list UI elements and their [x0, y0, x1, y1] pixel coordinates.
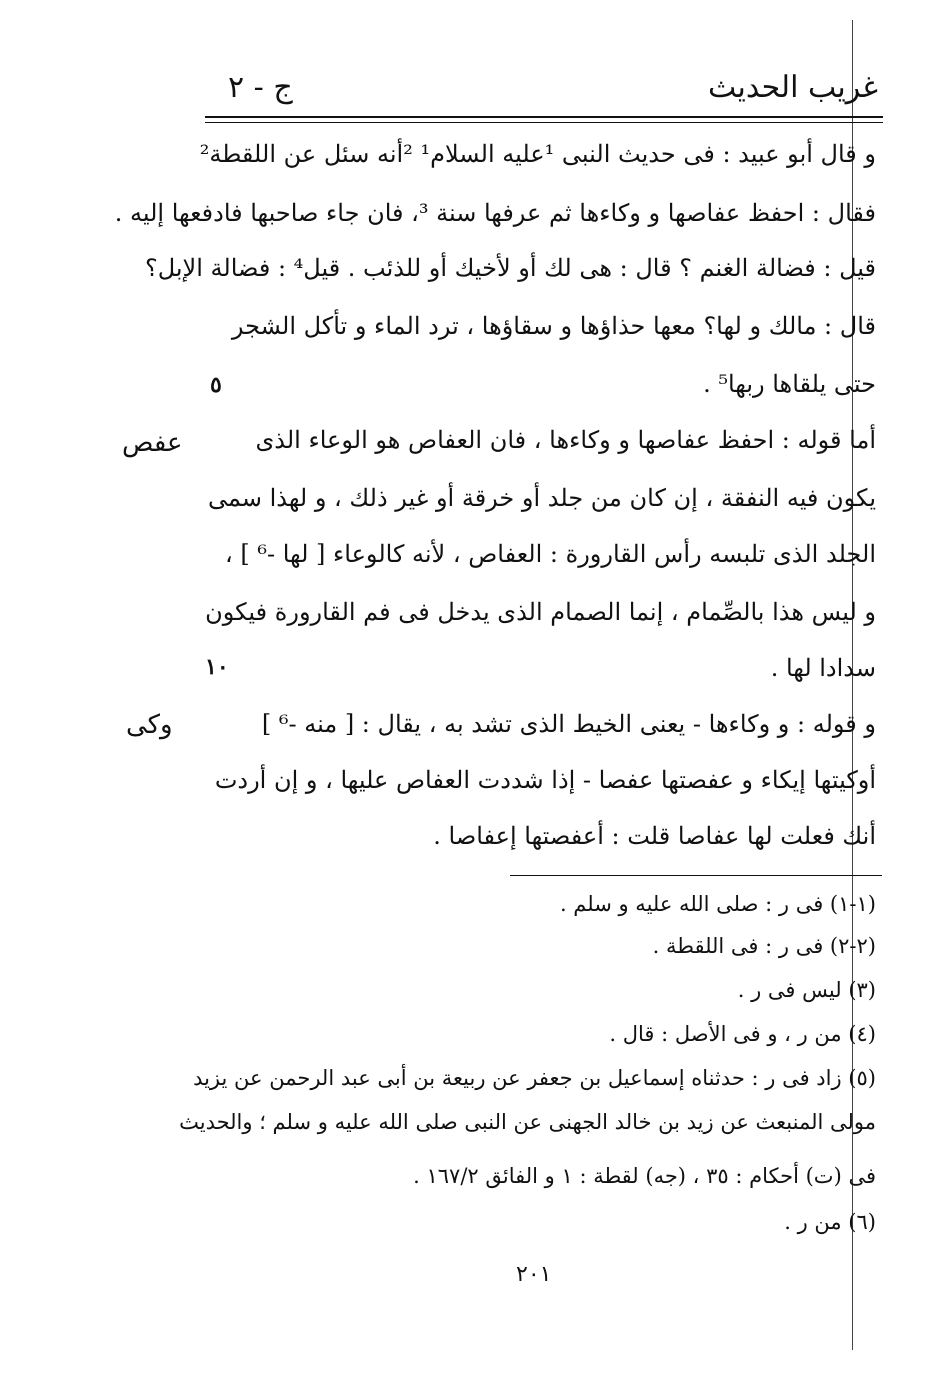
body-line: و ليس هذا بالصِّمام ، إنما الصمام الذى يدخل فى فم القارورة فيكون [205, 598, 876, 626]
body-line: و قوله : و وكاءها - يعنى الخيط الذى تشد به ، يقال : [ منه -⁶ ] [261, 710, 876, 738]
page-number: ٢٠١ [516, 1262, 552, 1287]
body-line: سدادا لها . [770, 654, 876, 682]
body-line: فقال : احفظ عفاصها و وكاءها ثم عرفها سنة ³، فان جاء صاحبها فادفعها إليه . [114, 199, 876, 227]
line-number: ١٠ [205, 654, 229, 680]
running-title: غريب الحديث [708, 70, 878, 105]
footnote-line: (٥) زاد فى ر : حدثناه إسماعيل بن جعفر عن ربيعة بن أبى عبد الرحمن عن يزيد [193, 1066, 876, 1090]
body-line: الجلد الذى تلبسه رأس القارورة : العفاص ، لأنه كالوعاء [ لها -⁶ ] ، [224, 540, 876, 568]
footnote-line: (٤) من ر ، و فى الأصل : قال . [609, 1022, 876, 1046]
body-line: أوكيتها إيكاء و عفصتها عفصا - إذا شددت العفاص عليها ، و إن أردت [214, 766, 876, 794]
header-rule-thin [205, 122, 883, 123]
margin-keyword: عفص [122, 428, 183, 458]
volume-label: ج - ٢ [228, 70, 293, 105]
line-number: ٥ [210, 372, 222, 398]
body-line: أنك فعلت لها عفاصا قلت : أعفصتها إعفاصا . [433, 822, 876, 850]
footnote-line: مولى المنبعث عن زيد بن خالد الجهنى عن النبى صلى الله عليه و سلم ؛ والحديث [179, 1110, 876, 1134]
margin-keyword: وكى [126, 710, 173, 740]
body-line: قال : مالك و لها؟ معها حذاؤها و سقاؤها ، ترد الماء و تأكل الشجر [231, 312, 876, 340]
footnote-line: (٢-٢) فى ر : فى اللقطة . [652, 934, 876, 958]
body-line: و قال أبو عبيد : فى حديث النبى ¹عليه السلام¹ ²أنه سئل عن اللقطة² [199, 140, 876, 168]
footnote-line: (٦) من ر . [784, 1210, 876, 1234]
footnote-rule [510, 875, 882, 876]
header-rule [205, 116, 883, 118]
footnote-line: (٣) ليس فى ر . [737, 978, 876, 1002]
footnote-line: (١-١) فى ر : صلى الله عليه و سلم . [559, 892, 876, 916]
body-line: حتى يلقاها ربها⁵ . [703, 370, 876, 398]
footnote-line: فى (ت) أحكام : ٣٥ ، (جه) لقطة : ١ و الفائق ١٦٧/٢ . [413, 1164, 876, 1188]
body-line: أما قوله : احفظ عفاصها و وكاءها ، فان العفاص هو الوعاء الذى [255, 426, 876, 454]
body-line: قيل : فضالة الغنم ؟ قال : هى لك أو لأخيك أو للذئب . قيل⁴ : فضالة الإبل؟ [144, 254, 876, 282]
body-line: يكون فيه النفقة ، إن كان من جلد أو خرقة أو غير ذلك ، و لهذا سمى [207, 484, 876, 512]
